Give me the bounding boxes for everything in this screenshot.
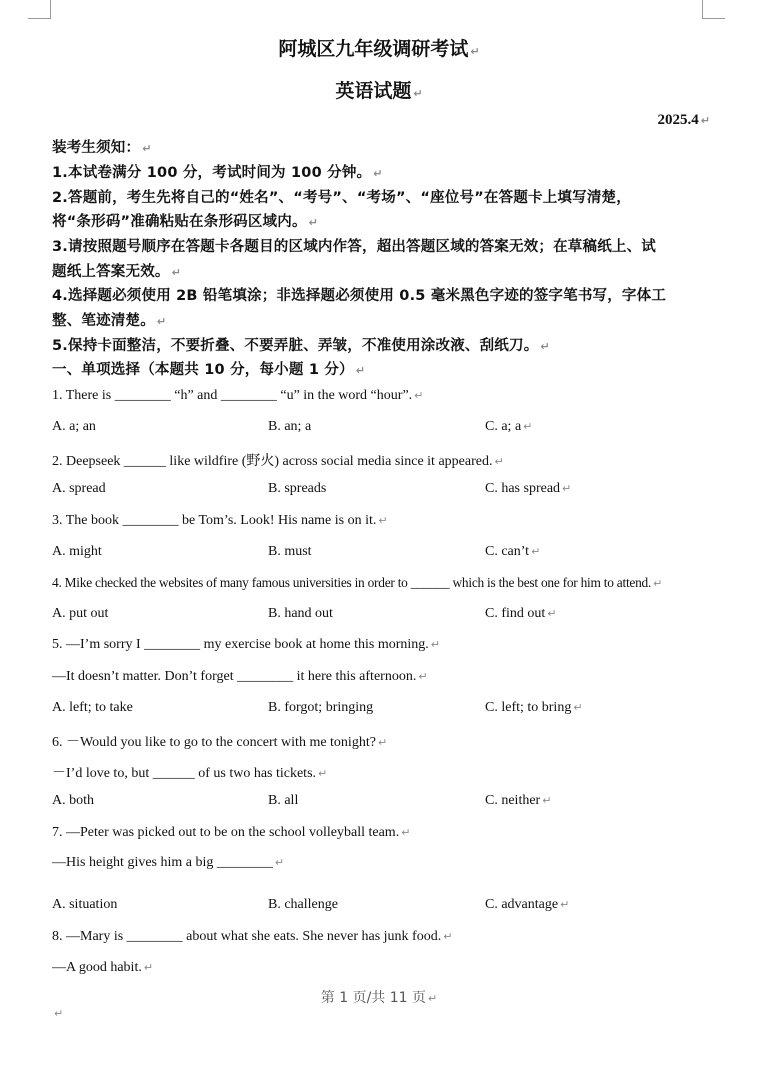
question-stem: —A good habit. ↵ [52,960,154,975]
question-stem: 1. There is ________ “h” and ________ “u” in the word “hour”. ↵ [52,388,424,403]
option-a: A. put out [52,606,109,621]
instruction-line: 将“条形码”准确粘贴在条形码区域内。 ↵ [52,214,319,230]
option-c: C. find out ↵ [485,606,557,621]
question-stem: 4. Mike checked the websites of many famous universities in order to ______ which is the best one for him to attend. ↵ [52,575,663,590]
question-stem: 7. —Peter was picked out to be on the school volleyball team. ↵ [52,825,411,840]
paragraph-mark: ↵ [54,1007,64,1020]
question-stem: －I’d love to, but ______ of us two has tickets. ↵ [52,766,328,781]
option-c: C. can’t ↵ [485,544,541,559]
page-subtitle: 英语试题 ↵ [335,80,423,102]
page-title: 阿城区九年级调研考试 ↵ [278,38,480,60]
option-a: A. situation [52,897,118,912]
instruction-line: 5.保持卡面整洁，不要折叠、不要弄脏、弄皱，不准使用涂改液、刮纸刀。 ↵ [52,338,550,354]
option-c: C. advantage ↵ [485,897,570,912]
instruction-line: 2.答题前，考生先将自己的“姓名”、“考号”、“考场”、“座位号”在答题卡上填写清楚， [52,190,631,206]
instruction-line: 题纸上答案无效。 ↵ [52,264,182,280]
question-stem: —It doesn’t matter. Don’t forget ________ it here this afternoon. ↵ [52,669,428,684]
question-stem: 3. The book ________ be Tom’s. Look! His name is on it. ↵ [52,513,388,528]
instruction-line: 1.本试卷满分 100 分，考试时间为 100 分钟。 ↵ [52,165,383,181]
option-a: A. a; an [52,419,96,434]
crop-mark-top-left [28,0,51,19]
question-stem: 5. —I’m sorry I ________ my exercise book at home this morning. ↵ [52,637,440,652]
option-c: C. left; to bring ↵ [485,700,583,715]
option-a: A. spread [52,481,106,496]
instructions-heading: 装考生须知： ↵ [52,140,152,156]
option-b: B. an; a [268,419,312,434]
option-b: B. must [268,544,312,559]
question-stem: 2. Deepseek ______ like wildfire (野火) across social media since it appeared. ↵ [52,454,504,469]
option-a: A. both [52,793,94,808]
question-stem: —His height gives him a big ________ ↵ [52,855,285,870]
exam-date: 2025.4 ↵ [657,112,710,128]
option-c: C. has spread ↵ [485,481,572,496]
instruction-line: 3.请按照题号顺序在答题卡各题目的区域内作答，超出答题区域的答案无效；在草稿纸上、试 [52,239,656,255]
option-b: B. spreads [268,481,327,496]
option-b: B. challenge [268,897,338,912]
option-b: B. all [268,793,299,808]
section-title: 一、单项选择（本题共 10 分，每小题 1 分） ↵ [52,362,366,378]
option-a: A. left; to take [52,700,133,715]
option-b: B. forgot; bringing [268,700,374,715]
instruction-line: 整、笔迹清楚。 ↵ [52,313,167,329]
page-footer: 第 1 页/共 11 页 ↵ [320,990,438,1006]
option-b: B. hand out [268,606,333,621]
question-stem: 8. —Mary is ________ about what she eats. She never has junk food. ↵ [52,929,453,944]
question-stem: 6. －Would you like to go to the concert with me tonight? ↵ [52,735,388,750]
option-c: C. a; a ↵ [485,419,533,434]
option-c: C. neither ↵ [485,793,552,808]
instruction-line: 4.选择题必须使用 2B 铅笔填涂；非选择题必须使用 0.5 毫米黑色字迹的签字笔书写，字体工 [52,288,667,304]
crop-mark-top-right [702,0,725,19]
option-a: A. might [52,544,102,559]
